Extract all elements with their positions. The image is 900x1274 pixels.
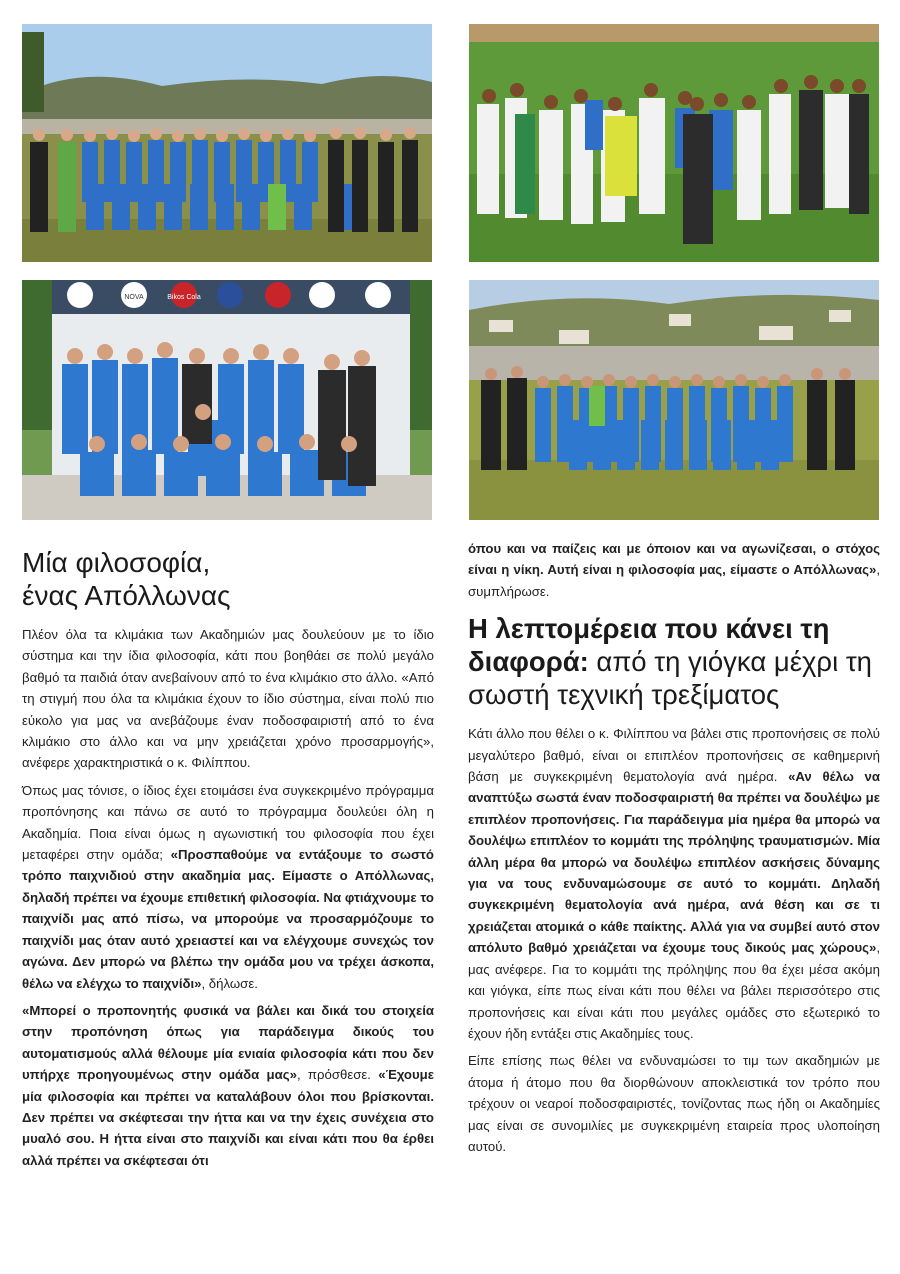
team-huddle-photo: [469, 24, 879, 262]
team-photo-icon: [22, 280, 432, 520]
quote-text: «Έχουμε μία φιλοσοφία και πρέπει να καταλάβουν όλοι που βρίσκονται. Δεν πρέπει να σκέφτεσαι την ήττα και να την έχεις συνέχεια στο μυαλό σου. Η ήττα είναι στο παιχνίδι και είναι κάτι που θα έρθει αλλά πρέπει να σκέφτεσαι ότι: [22, 1067, 434, 1168]
quote-text: «Προσπαθούμε να εντάξουμε το σωστό τρόπο παιχνιδιού στην ακαδημία μας. Είμαστε ο Απόλλωνας, δηλαδή πρέπει να έχουμε επιθετική φιλοσοφία. Να φτιάχνουμε το παιχνίδι μας από πίσω, να μπορούμε να προσαρμόζουμε το παιχνίδι μας όταν αυτό χρειαστεί και να ελέγχουμε συνεχώς τον αγώνα. Δεν μπορώ να βλέπω την ομάδα μου να τρέχει άσκοπα, θέλω να ελέγχω το παιχνίδι»: [22, 847, 434, 991]
banner-logo-bikos: Bikos Cola: [167, 294, 201, 301]
article-column-right: [468, 538, 880, 1163]
paragraph: [468, 1050, 880, 1157]
quote-text: «Αν θέλω να αναπτύξω σωστά έναν ποδοσφαιριστή θα πρέπει να δουλέψω με επιπλέον προπονήσεις. Για παράδειγμα μία ημέρα θα μπορώ να δουλέψω επιπλέον το κομμάτι της πρόληψης τραυματισμών. Μία άλλη μέρα θα μπορώ να δουλέψω επιπλέον ασκήσεις δύναμης για να τους ενδυναμώσουμε σε αυτό το κομμάτι. Δηλαδή συγκεκριμένη θεματολογία ανά ημέρα, ανά θέση και σε τι χρειάζεται ατομικά ο κάθε παίκτης. Αλλά για να συμβεί αυτό στον απόλυτο βαθμό χρειάζεται να έχουμε τους δικούς μας χώρους»: [468, 769, 880, 956]
paragraph: [22, 1000, 434, 1171]
team-photo-icon: [469, 24, 879, 262]
article-column-left: [22, 546, 434, 1177]
paragraph: [22, 780, 434, 994]
heading-bold: Η λεπτομέρεια που κάνει τη διαφορά:: [468, 613, 830, 678]
paragraph-text: , συμπλήρωσε.: [468, 562, 880, 599]
paragraph: [468, 723, 880, 1044]
heading-normal: από τη γιόγκα μέχρι τη σωστή τεχνική τρεξίματος: [468, 646, 872, 711]
team-photo-icon: [469, 280, 879, 520]
paragraph-text: Πλέον όλα τα κλιμάκια των Ακαδημιών μας δουλεύουν με το ίδιο σύστημα και την ίδια φιλοσοφία, κάτι που βοηθάει σε πολύ μεγάλο βαθμό τα παιδιά όταν ανεβαίνουν από το ένα κλιμάκιο στο άλλο. «Από τη στιγμή που όλα τα κλιμάκια έχουν το ίδιο σύστημα, είναι πολύ πιο εύκολο για μας να ανεβάζουμε έναν ποδοσφαιριστή από το ένα κλιμάκιο στο άλλο και να μην χρειάζεται χρόνο προσαρμογής», ανέφερε χαρακτηριστικά ο κ. Φιλίππου.: [22, 627, 434, 771]
paragraph-text: Είπε επίσης πως θέλει να ενδυναμώσει το τιμ των ακαδημιών με άτομα ή άτομο που θα διορθώνουν αποκλειστικά τον τρόπο που τρέχουν οι νεαροί ποδοσφαιριστές, τονίζοντας πως ήδη οι Ακαδημίες μας είναι σε συνομιλίες με συγκεκριμένη εταιρεία προς υλοποίηση αυτού.: [468, 1053, 880, 1154]
paragraph-text: Όπως μας τόνισε, ο ίδιος έχει ετοιμάσει ένα συγκεκριμένο πρόγραμμα προπόνησης και πάνω σε αυτό το πρόγραμμα δουλεύει όλη η Ακαδημία. Ποια είναι όμως η αγωνιστική του φιλοσοφία που έχει μεταφέρει στην ομάδα;: [22, 782, 434, 863]
team-photo-1: [22, 24, 432, 262]
banner-logo-nova: NOVA: [124, 294, 144, 301]
paragraph-text: , πρόσθεσε.: [296, 1067, 379, 1083]
team-photo-icon: [22, 24, 432, 262]
quote-text: όπου και να παίζεις και με όποιον και να αγωνίζεσαι, ο στόχος είναι η νίκη. Αυτή είναι η φιλοσοφία μας, είμαστε ο Απόλλωνας»: [468, 541, 880, 578]
team-photo-banner: [22, 280, 432, 520]
paragraph-text: Κάτι άλλο που θέλει ο κ. Φιλίππου να βάλει στις προπονήσεις σε πολύ μεγαλύτερο βαθμό, είναι οι επιπλέον προπονήσεις σε καθημερινή βάση με συγκεκριμένη θεματολογία ανά ημέρα.: [468, 726, 880, 785]
team-photo-4: [469, 280, 879, 520]
paragraph: [468, 538, 880, 602]
paragraph-text: , δήλωσε.: [201, 975, 258, 991]
section-heading-philosophy: [22, 546, 434, 612]
quote-text: «Μπορεί ο προπονητής φυσικά να βάλει και δικά του στοιχεία στην προπόνηση όπως για παράδειγμα δικούς του αυτοματισμούς αλλά θέλουμε μία ενιαία φιλοσοφία κάτι που δεν υπήρχε προηγουμένως στην ομάδα μας»: [22, 1002, 434, 1083]
paragraph: [22, 624, 434, 774]
heading-line-2: ένας Απόλλωνας: [22, 580, 231, 611]
paragraph-text: , μας ανέφερε. Για το κομμάτι της πρόληψης που θα έχει μέσα ακόμη και γιόγκα, είπε πως είναι κάτι που θέλει να βάλει περισσότερο στις προπονήσεις και είναι κάτι που μεγάλες ομάδες στο εξωτερικό το έχουν ήδη εντάξει στις Ακαδημίες τους.: [468, 940, 880, 1041]
section-heading-detail: [468, 612, 880, 711]
heading-line-1: Μία φιλοσοφία,: [22, 547, 211, 578]
